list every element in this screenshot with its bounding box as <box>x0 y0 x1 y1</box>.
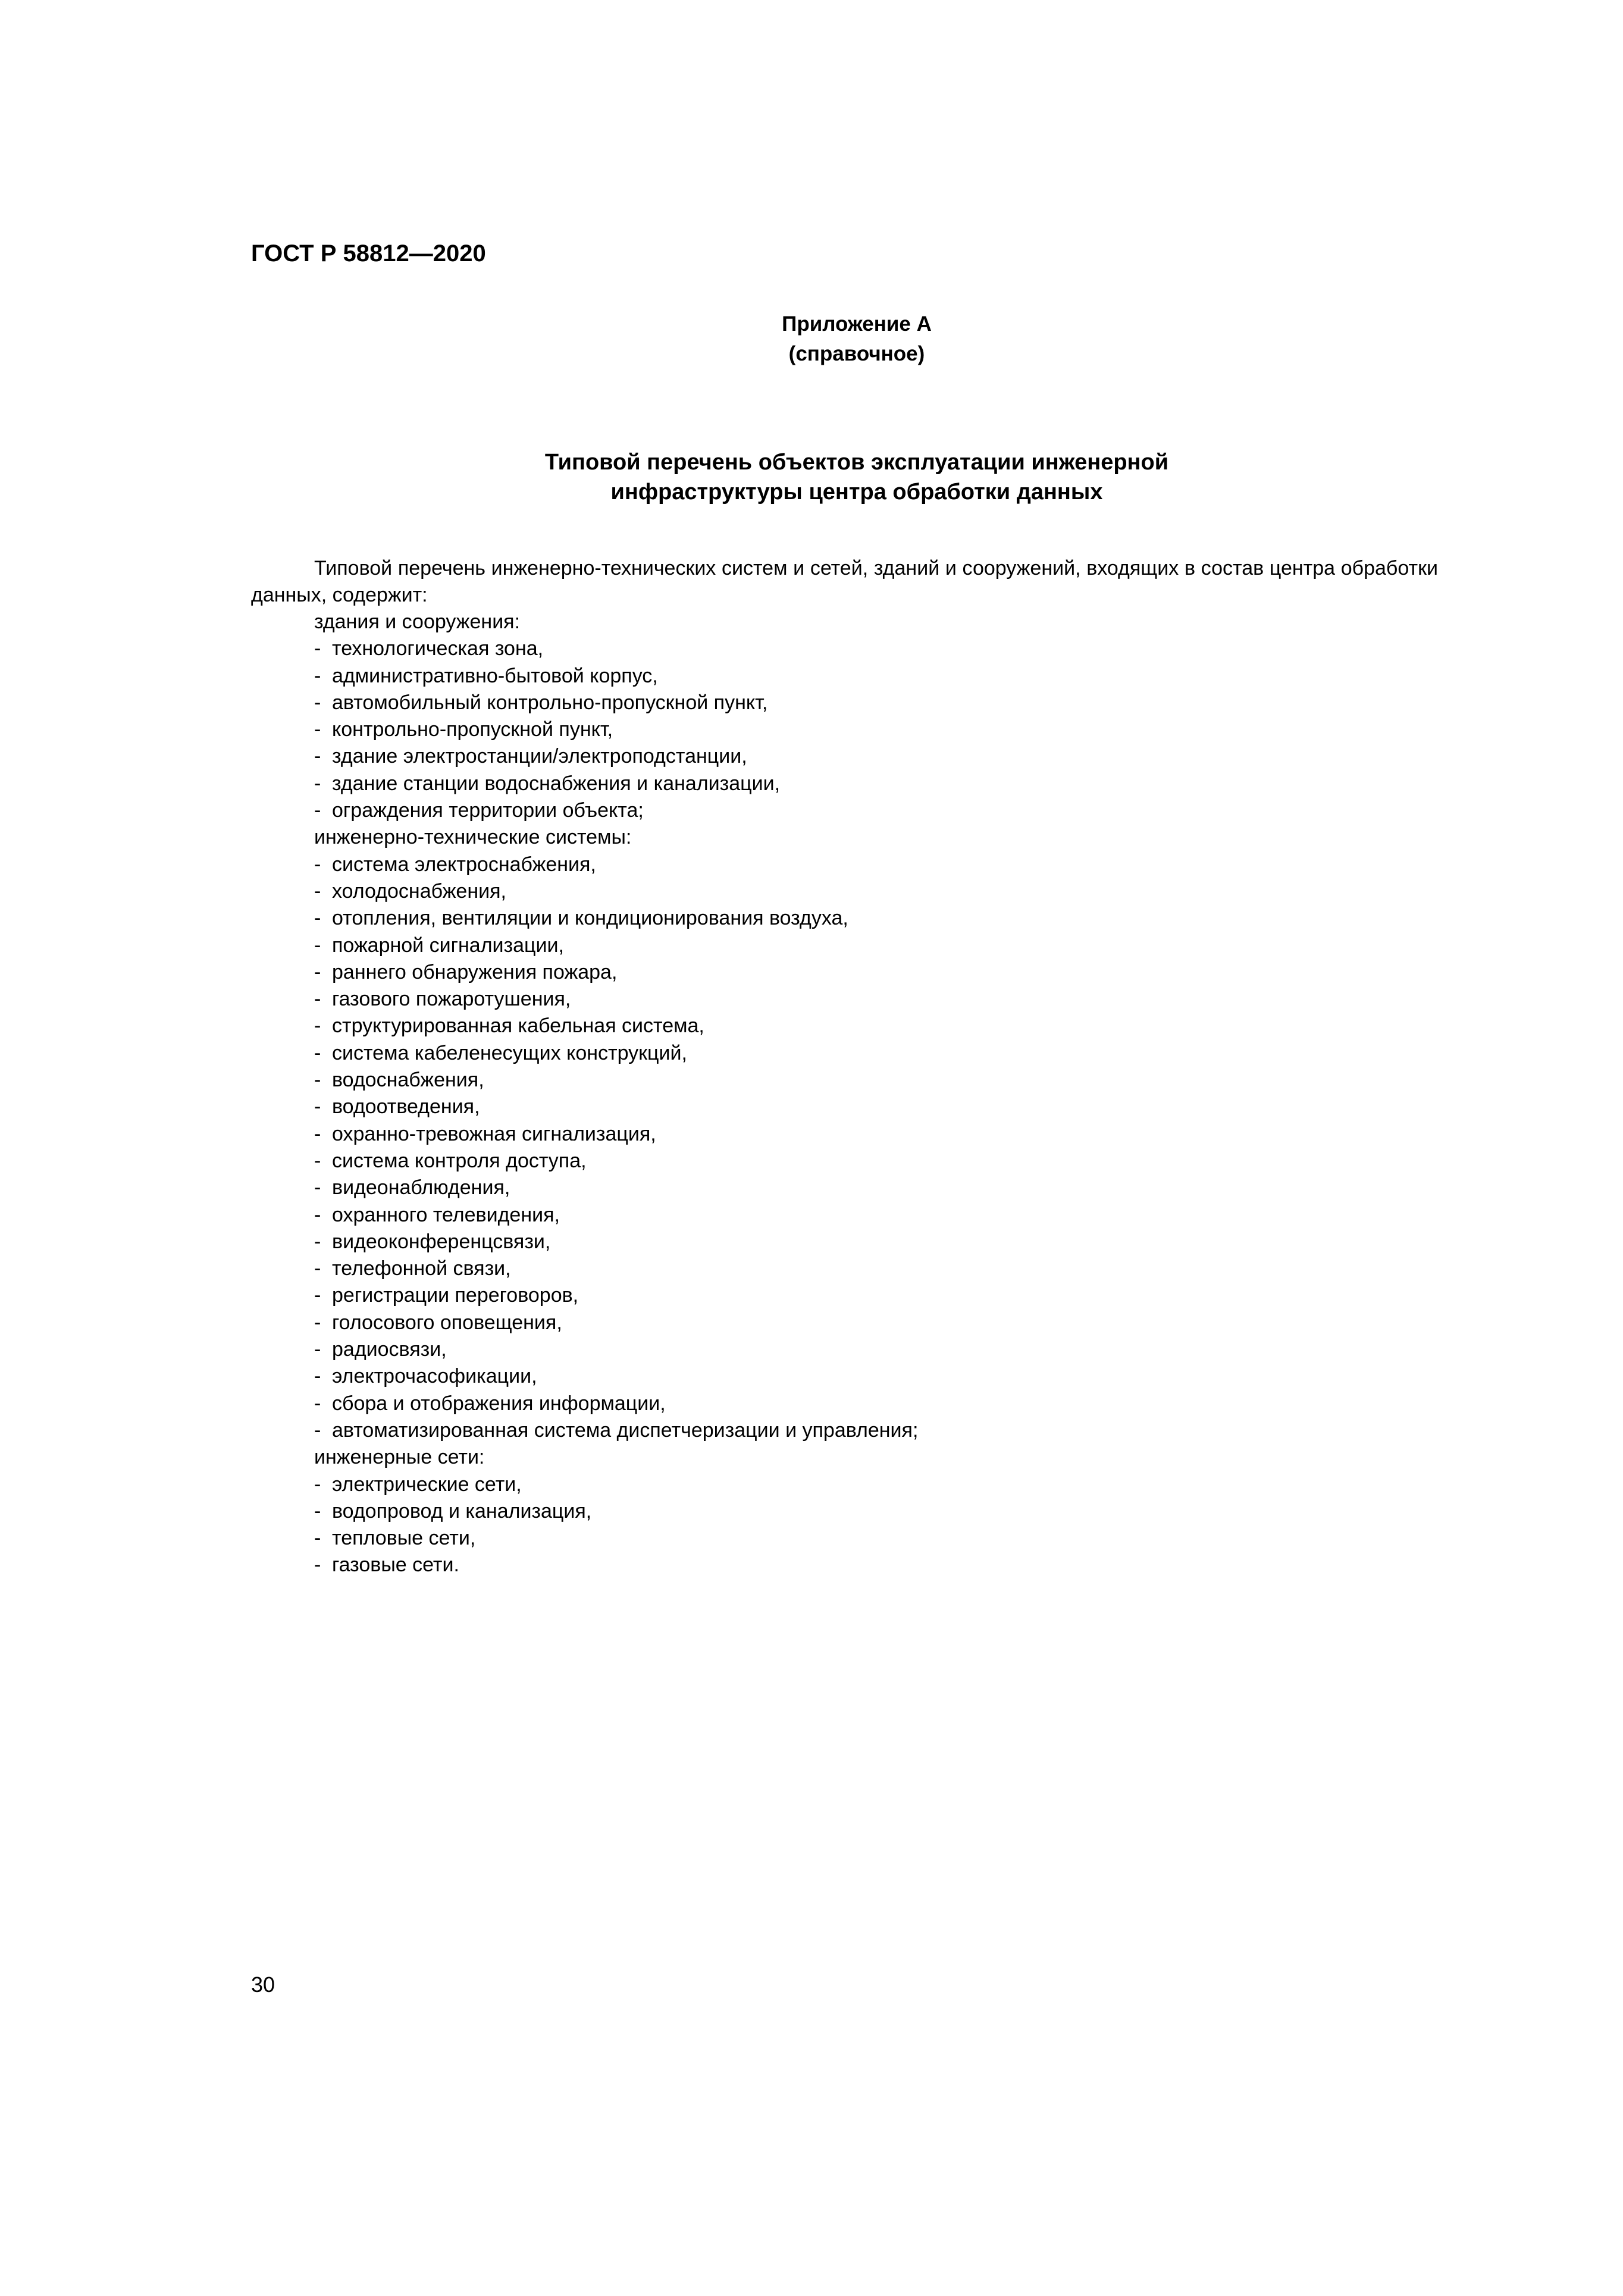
list-dash: - <box>314 772 321 795</box>
section-heading: инженерные сети: <box>314 1446 485 1469</box>
list-item-text: система электроснабжения, <box>332 853 596 876</box>
list-dash: - <box>314 1473 321 1496</box>
list-item-text: структурированная кабельная система, <box>332 1014 704 1038</box>
list-item <box>314 851 1445 878</box>
list-item-text: видеонаблюдения, <box>332 1176 510 1199</box>
list-dash: - <box>314 907 321 930</box>
list-item <box>314 1363 1445 1390</box>
list-dash: - <box>314 718 321 741</box>
list-item-text: пожарной сигнализации, <box>332 934 564 957</box>
document-title-line-2: инфраструктуры центра обработки данных <box>610 480 1103 505</box>
list-item <box>314 690 1445 716</box>
intro-paragraph: Типовой перечень инженерно-технических систем и сетей, зданий и сооружений, входящих в состав центра обработки данных, содержит: <box>251 557 1438 606</box>
list-dash: - <box>314 799 321 822</box>
list-dash: - <box>314 988 321 1011</box>
list-item <box>314 1121 1445 1148</box>
list-dash: - <box>314 853 321 876</box>
list-dash: - <box>314 1041 321 1064</box>
list-item-text: здание электростанции/электроподстанции, <box>332 745 747 768</box>
list-item-text: водопровод и канализация, <box>332 1499 592 1523</box>
list-dash: - <box>314 691 321 714</box>
list-item-text: сбора и отображения информации, <box>332 1392 666 1415</box>
list-dash: - <box>314 1418 321 1442</box>
list-item <box>314 797 1445 824</box>
list-item <box>314 1040 1445 1067</box>
list-item <box>314 1282 1445 1309</box>
list-dash: - <box>314 960 321 983</box>
list-dash: - <box>314 1257 321 1280</box>
standard-code: ГОСТ Р 58812—2020 <box>251 240 486 267</box>
list-item <box>314 1552 1445 1578</box>
list-item-text: технологическая зона, <box>332 637 544 660</box>
list-item <box>314 716 1445 743</box>
page-number: 30 <box>251 1972 275 1997</box>
list-item <box>314 1417 1445 1444</box>
list-item <box>314 770 1445 797</box>
list-item <box>314 1067 1445 1094</box>
list-item <box>314 1255 1445 1282</box>
list-dash: - <box>314 1365 321 1388</box>
list-dash: - <box>314 1392 321 1415</box>
list-dash: - <box>314 1499 321 1523</box>
list-item <box>314 878 1445 905</box>
list-item <box>314 1390 1445 1417</box>
list-item-text: отопления, вентиляции и кондиционирования воздуха, <box>332 907 848 930</box>
objects-list <box>314 609 1445 1579</box>
list-item <box>314 905 1445 932</box>
list-item <box>314 635 1445 662</box>
section-heading: инженерно-технические системы: <box>314 826 632 849</box>
list-dash: - <box>314 664 321 687</box>
list-item-text: раннего обнаружения пожара, <box>332 960 618 983</box>
list-item <box>314 1471 1445 1498</box>
annex-status: (справочное) <box>788 342 925 365</box>
list-item <box>314 1498 1445 1525</box>
list-item-text: холодоснабжения, <box>332 879 506 903</box>
list-item <box>314 1310 1445 1336</box>
list-item-text: тепловые сети, <box>332 1527 476 1550</box>
document-title-line-1: Типовой перечень объектов эксплуатации инженерной <box>544 450 1169 475</box>
list-dash: - <box>314 1095 321 1119</box>
list-item-text: радиосвязи, <box>332 1338 447 1361</box>
list-dash: - <box>314 1527 321 1550</box>
list-item-text: ограждения территории объекта; <box>332 799 644 822</box>
list-item <box>314 1202 1445 1229</box>
list-dash: - <box>314 879 321 903</box>
list-dash: - <box>314 1203 321 1226</box>
list-dash: - <box>314 934 321 957</box>
list-item <box>314 1148 1445 1174</box>
list-dash: - <box>314 1014 321 1038</box>
list-dash: - <box>314 1122 321 1145</box>
list-item <box>314 1336 1445 1363</box>
list-item-text: здание станции водоснабжения и канализации, <box>332 772 781 795</box>
list-item-text: телефонной связи, <box>332 1257 511 1280</box>
list-item-text: контрольно-пропускной пункт, <box>332 718 613 741</box>
list-item-text: регистрации переговоров, <box>332 1284 579 1307</box>
list-item-text: автоматизированная система диспетчеризации и управления; <box>332 1418 919 1442</box>
list-item <box>314 1174 1445 1201</box>
list-item-text: электрочасофикации, <box>332 1365 537 1388</box>
annex-title: Приложение А <box>782 312 932 336</box>
list-item <box>314 932 1445 959</box>
list-item-text: видеоконференцсвязи, <box>332 1230 551 1253</box>
list-item <box>314 986 1445 1013</box>
list-item-text: охранно-тревожная сигнализация, <box>332 1122 656 1145</box>
list-dash: - <box>314 1176 321 1199</box>
list-dash: - <box>314 745 321 768</box>
list-item-text: система контроля доступа, <box>332 1149 587 1172</box>
list-item-text: охранного телевидения, <box>332 1203 560 1226</box>
list-item-text: водоснабжения, <box>332 1069 484 1092</box>
list-item-text: газового пожаротушения, <box>332 988 571 1011</box>
list-dash: - <box>314 1069 321 1092</box>
list-item <box>314 663 1445 690</box>
list-item-text: водоотведения, <box>332 1095 480 1119</box>
list-item <box>314 1525 1445 1552</box>
list-item-text: автомобильный контрольно-пропускной пункт, <box>332 691 768 714</box>
list-dash: - <box>314 1230 321 1253</box>
list-dash: - <box>314 1311 321 1334</box>
list-item <box>314 1094 1445 1120</box>
list-item <box>314 1013 1445 1039</box>
list-item <box>314 1229 1445 1255</box>
list-item-text: электрические сети, <box>332 1473 522 1496</box>
list-item <box>314 959 1445 986</box>
list-item <box>314 743 1445 770</box>
section-heading: здания и сооружения: <box>314 610 521 633</box>
list-item-text: голосового оповещения, <box>332 1311 562 1334</box>
list-item-text: административно-бытовой корпус, <box>332 664 658 687</box>
list-dash: - <box>314 1553 321 1577</box>
list-dash: - <box>314 1284 321 1307</box>
list-dash: - <box>314 1149 321 1172</box>
list-item-text: система кабеленесущих конструкций, <box>332 1041 687 1064</box>
list-item-text: газовые сети. <box>332 1553 459 1577</box>
list-dash: - <box>314 637 321 660</box>
list-dash: - <box>314 1338 321 1361</box>
